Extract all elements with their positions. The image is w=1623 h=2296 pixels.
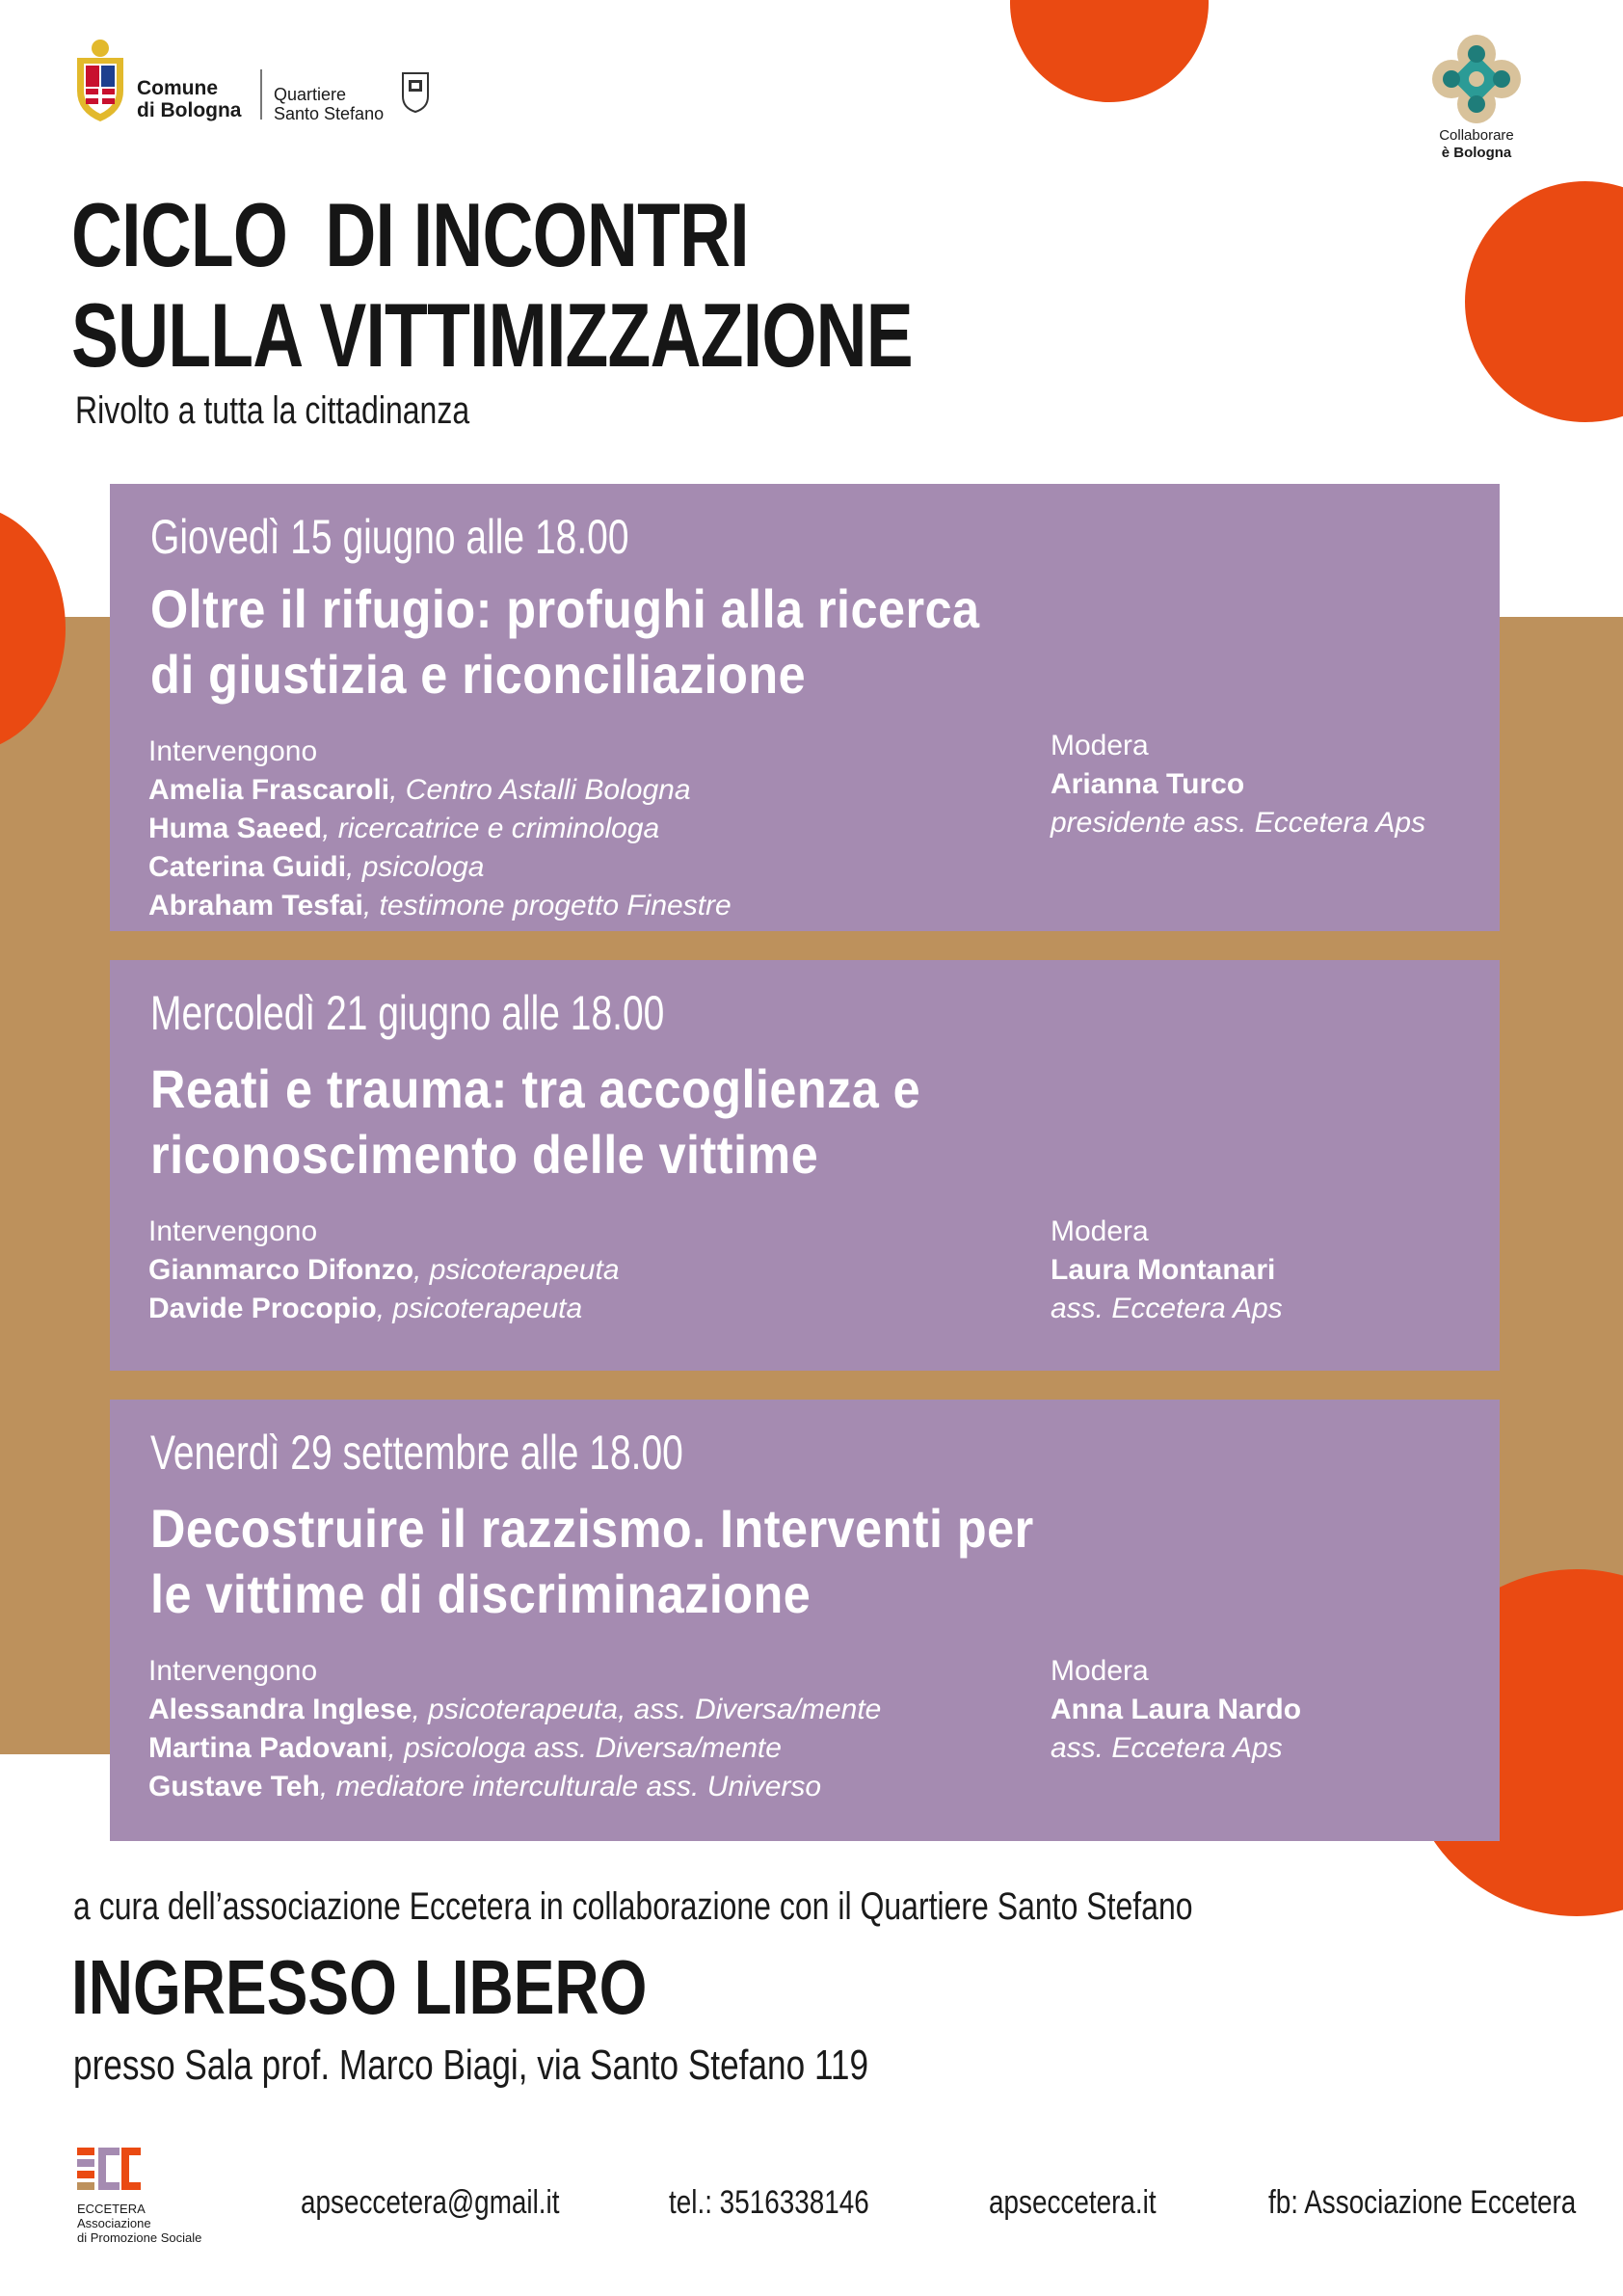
speaker-name: Davide Procopio: [148, 1293, 377, 1324]
quartiere-santo-stefano-logo: [274, 85, 384, 123]
event-3-moderator-label: Modera: [1051, 1655, 1149, 1687]
eccetera-logo: [77, 2148, 222, 2254]
event-1-moderator-name: Arianna Turco: [1051, 768, 1245, 800]
speaker-name: Gianmarco Difonzo: [148, 1254, 414, 1286]
event-3-title-line2: le vittime di discriminazione: [150, 1563, 812, 1624]
eccetera-org-line1: ECCETERA: [77, 2202, 146, 2216]
speaker-name: Gustave Teh: [148, 1771, 320, 1802]
decorative-circle-right-upper: [1465, 181, 1623, 422]
event-3-title: [150, 1496, 1034, 1627]
event-1-moderator: [1051, 727, 1425, 842]
moderator-name-row: [1051, 1251, 1283, 1290]
event-3-speakers-label: Intervengono: [148, 1655, 318, 1687]
event-1-moderator-role: presidente ass. Eccetera Aps: [1051, 807, 1426, 839]
event-3-moderator-role: ass. Eccetera Aps: [1051, 1732, 1283, 1764]
event-2-title: [150, 1056, 920, 1188]
event-3-speaker: [148, 1729, 881, 1768]
logo-divider: [260, 69, 262, 120]
event-2-speaker: [148, 1251, 620, 1290]
event-2-title-line2: riconoscimento delle vittime: [150, 1124, 819, 1185]
footer-website[interactable]: apseccetera.it: [989, 2184, 1157, 2221]
quartiere-line1: Quartiere: [274, 85, 347, 104]
decorative-circle-top: [1010, 0, 1209, 102]
quartiere-line2: Santo Stefano: [274, 104, 385, 123]
main-title-line1: CICLO DI INCONTRI: [71, 184, 749, 285]
curated-by-text: a cura dell’associazione Eccetera in collaborazione con il Quartiere Santo Stefano: [73, 1885, 1193, 1928]
moderator-name-row: [1051, 765, 1425, 804]
moderator-role-row: [1051, 1290, 1283, 1328]
event-2-moderator-role: ass. Eccetera Aps: [1051, 1293, 1283, 1324]
collaborare-e-bologna-logo: [1430, 33, 1523, 168]
main-title: [71, 185, 913, 386]
event-2-moderator-name: Laura Montanari: [1051, 1254, 1276, 1286]
moderator-role-row: [1051, 804, 1425, 842]
event-2-date: Mercoledì 21 giugno alle 18.00: [150, 986, 665, 1040]
speaker-name: Huma Saeed: [148, 813, 323, 844]
speaker-role: , psicoterapeuta: [376, 1293, 583, 1324]
speaker-name: Amelia Frascaroli: [148, 774, 390, 806]
event-3-moderator: [1051, 1652, 1301, 1768]
quartiere-shield-icon: [401, 71, 430, 114]
comune-line2: di Bologna: [137, 99, 242, 121]
event-2-speaker: [148, 1290, 620, 1328]
event-2-title-line1: Reati e trauma: tra accoglienza e: [150, 1058, 921, 1119]
speaker-name: Caterina Guidi: [148, 851, 347, 883]
eccetera-org-line2: Associazione: [77, 2216, 151, 2230]
bologna-coat-of-arms-icon: [71, 37, 129, 125]
event-2-moderator: [1051, 1213, 1283, 1328]
event-1-date: Giovedì 15 giugno alle 18.00: [150, 510, 629, 564]
speaker-role: , psicoterapeuta, ass. Diversa/mente: [412, 1694, 882, 1725]
speaker-role: , ricercatrice e criminologa: [322, 813, 660, 844]
event-1-speaker: [148, 848, 732, 887]
comune-di-bologna-logo: [71, 37, 274, 125]
collaborare-line1: Collaborare: [1439, 127, 1514, 144]
event-1-speaker: [148, 810, 732, 848]
event-3-moderator-name: Anna Laura Nardo: [1051, 1694, 1302, 1725]
event-3-title-line1: Decostruire il razzismo. Interventi per: [150, 1498, 1034, 1559]
event-1-speaker: [148, 771, 732, 810]
speaker-role: , psicoterapeuta: [413, 1254, 620, 1286]
event-3-speakers: [148, 1652, 881, 1806]
speaker-role: , psicologa ass. Diversa/mente: [387, 1732, 782, 1764]
event-card-2: [110, 960, 1500, 1371]
event-1-speaker: [148, 887, 732, 925]
eccetera-org-line3: di Promozione Sociale: [77, 2230, 202, 2245]
speaker-role: , psicologa: [346, 851, 485, 883]
event-1-title-line1: Oltre il rifugio: profughi alla ricerca: [150, 578, 980, 639]
speaker-role: , testimone progetto Finestre: [362, 890, 732, 921]
speaker-name: Alessandra Inglese: [148, 1694, 412, 1725]
event-1-speakers-label: Intervengono: [148, 735, 318, 767]
event-1-moderator-label: Modera: [1051, 730, 1149, 761]
moderator-name-row: [1051, 1691, 1301, 1729]
event-3-speaker: [148, 1768, 881, 1806]
footer-email[interactable]: apseccetera@gmail.it: [301, 2184, 560, 2221]
moderator-role-row: [1051, 1729, 1301, 1768]
main-title-line2: SULLA VITTIMIZZAZIONE: [71, 284, 913, 386]
eccetera-logo-icon: [77, 2148, 141, 2198]
event-1-title: [150, 576, 979, 707]
event-1-title-line2: di giustizia e riconciliazione: [150, 644, 807, 705]
event-3-speaker: [148, 1691, 881, 1729]
free-entry-heading: INGRESSO LIBERO: [71, 1944, 648, 2030]
subtitle: Rivolto a tutta la cittadinanza: [75, 389, 470, 432]
event-card-1: [110, 484, 1500, 931]
speaker-role: , mediatore interculturale ass. Universo: [319, 1771, 822, 1802]
event-card-3: [110, 1400, 1500, 1841]
comune-line1: Comune: [137, 77, 218, 99]
event-2-moderator-label: Modera: [1051, 1215, 1149, 1247]
footer-phone[interactable]: tel.: 3516338146: [669, 2184, 869, 2221]
footer-facebook[interactable]: fb: Associazione Eccetera: [1268, 2184, 1577, 2221]
speaker-name: Abraham Tesfai: [148, 890, 363, 921]
collaborare-line2: è Bologna: [1441, 145, 1512, 161]
speaker-role: , Centro Astalli Bologna: [389, 774, 691, 806]
venue-text: presso Sala prof. Marco Biagi, via Santo Stefano 119: [73, 2042, 869, 2089]
event-3-date: Venerdì 29 settembre alle 18.00: [150, 1426, 683, 1480]
collaborare-quatrefoil-icon: [1430, 33, 1523, 125]
event-1-speakers: [148, 733, 732, 925]
event-2-speakers: [148, 1213, 620, 1328]
event-2-speakers-label: Intervengono: [148, 1215, 318, 1247]
speaker-name: Martina Padovani: [148, 1732, 388, 1764]
